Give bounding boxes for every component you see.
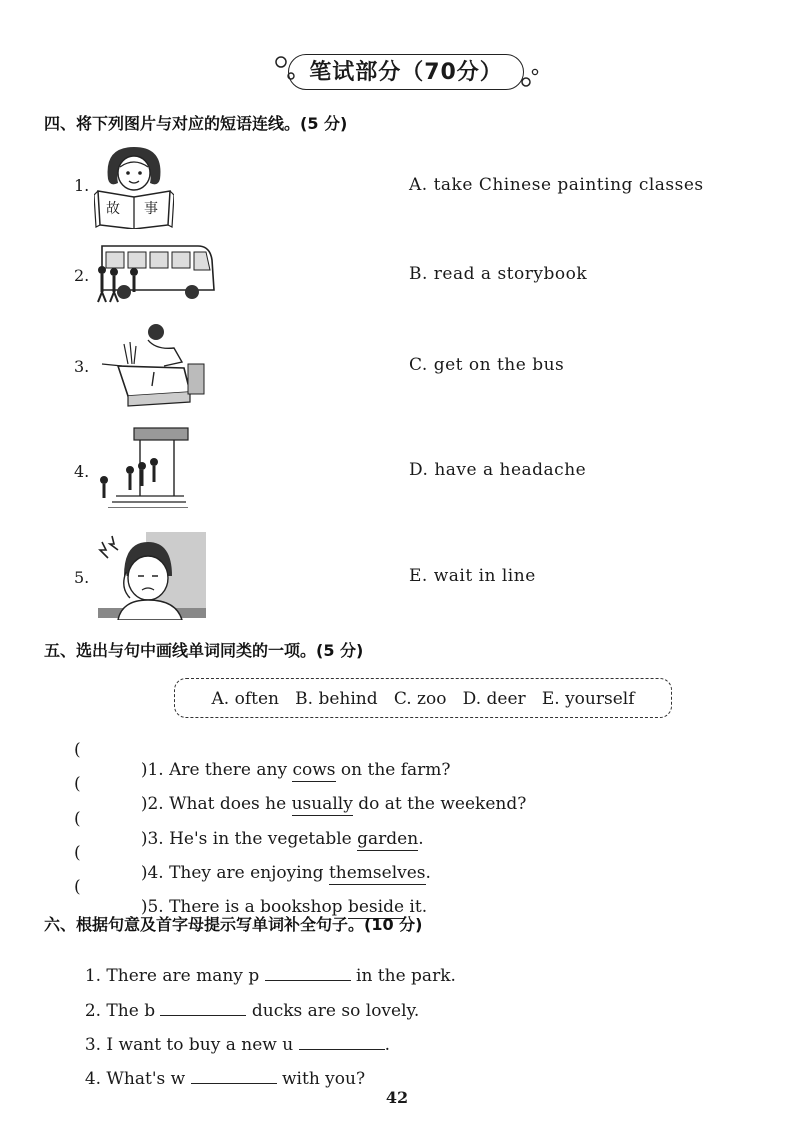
underlined-word: garden <box>357 829 419 849</box>
underlined-word: cows <box>292 760 336 780</box>
question-text: )3. He's in the vegetable <box>140 829 358 849</box>
item-number-2: 2. <box>74 266 90 285</box>
question-text: )2. What does he <box>140 794 292 814</box>
answer-paren-2: ( <box>74 774 81 794</box>
answer-paren-5: ( <box>74 877 81 897</box>
picture-bus <box>94 240 216 306</box>
word-choices-box <box>174 678 672 718</box>
answer-blank[interactable] <box>299 1035 385 1050</box>
answer-blank[interactable] <box>191 1069 277 1084</box>
underlined-word: beside <box>347 897 405 917</box>
picture-chinese-painting <box>94 322 206 408</box>
section-title-banner <box>272 50 544 96</box>
picture-reading-storybook <box>94 143 174 229</box>
question-6-1 <box>74 946 456 986</box>
question-text: do at the weekend? <box>352 794 527 814</box>
answer-paren-3: ( <box>74 809 81 829</box>
question-text: on the farm? <box>335 760 451 780</box>
underlined-word: usually <box>291 794 353 814</box>
page-number: 42 <box>385 1088 409 1107</box>
book-char-1: 故 <box>106 201 120 217</box>
question-5-5 <box>130 877 427 917</box>
item-number-1: 1. <box>74 176 90 195</box>
section-5-heading: 五、选出与句中画线单词同类的一项。(5 分) <box>44 641 364 660</box>
option-d: D. have a headache <box>409 460 587 480</box>
answer-paren-1: ( <box>74 740 81 760</box>
item-number-3: 3. <box>74 357 90 376</box>
question-text: 2. The b <box>84 1001 161 1021</box>
question-text: it. <box>404 897 428 917</box>
word-choices: A. often B. behind C. zoo D. deer E. yourself <box>211 689 635 709</box>
option-b: B. read a storybook <box>409 264 588 284</box>
question-text: )1. Are there any <box>140 760 293 780</box>
question-text: )4. They are enjoying <box>140 863 329 883</box>
picture-wait-in-line <box>94 426 190 508</box>
page-title: 笔试部分（70分） <box>309 60 503 85</box>
item-number-4: 4. <box>74 462 90 481</box>
question-text: 4. What's w <box>84 1069 191 1089</box>
question-5-2 <box>130 774 526 814</box>
answer-paren-4: ( <box>74 843 81 863</box>
item-number-5: 5. <box>74 568 90 587</box>
option-a: A. take Chinese painting classes <box>409 175 704 195</box>
option-c: C. get on the bus <box>409 355 565 375</box>
question-text: )5. There is a bookshop <box>140 897 348 917</box>
question-text: with you? <box>276 1069 366 1089</box>
question-6-4 <box>74 1049 365 1089</box>
question-text: 1. There are many p <box>84 966 265 986</box>
book-char-2: 事 <box>144 201 158 217</box>
option-e: E. wait in line <box>409 566 536 586</box>
question-text: in the park. <box>350 966 456 986</box>
question-text: 3. I want to buy a new u <box>84 1035 299 1055</box>
question-text: . <box>418 829 424 849</box>
question-text: ducks are so lovely. <box>246 1001 420 1021</box>
section-6-heading: 六、根据句意及首字母提示写单词补全句子。(10 分) <box>44 915 423 934</box>
picture-headache <box>96 532 208 620</box>
section-4-heading: 四、将下列图片与对应的短语连线。(5 分) <box>44 114 348 133</box>
question-text: . <box>425 863 431 883</box>
answer-blank[interactable] <box>265 966 351 981</box>
question-text: . <box>384 1035 390 1055</box>
title-frame <box>288 54 524 90</box>
answer-blank[interactable] <box>160 1001 246 1016</box>
underlined-word: themselves <box>328 863 426 883</box>
